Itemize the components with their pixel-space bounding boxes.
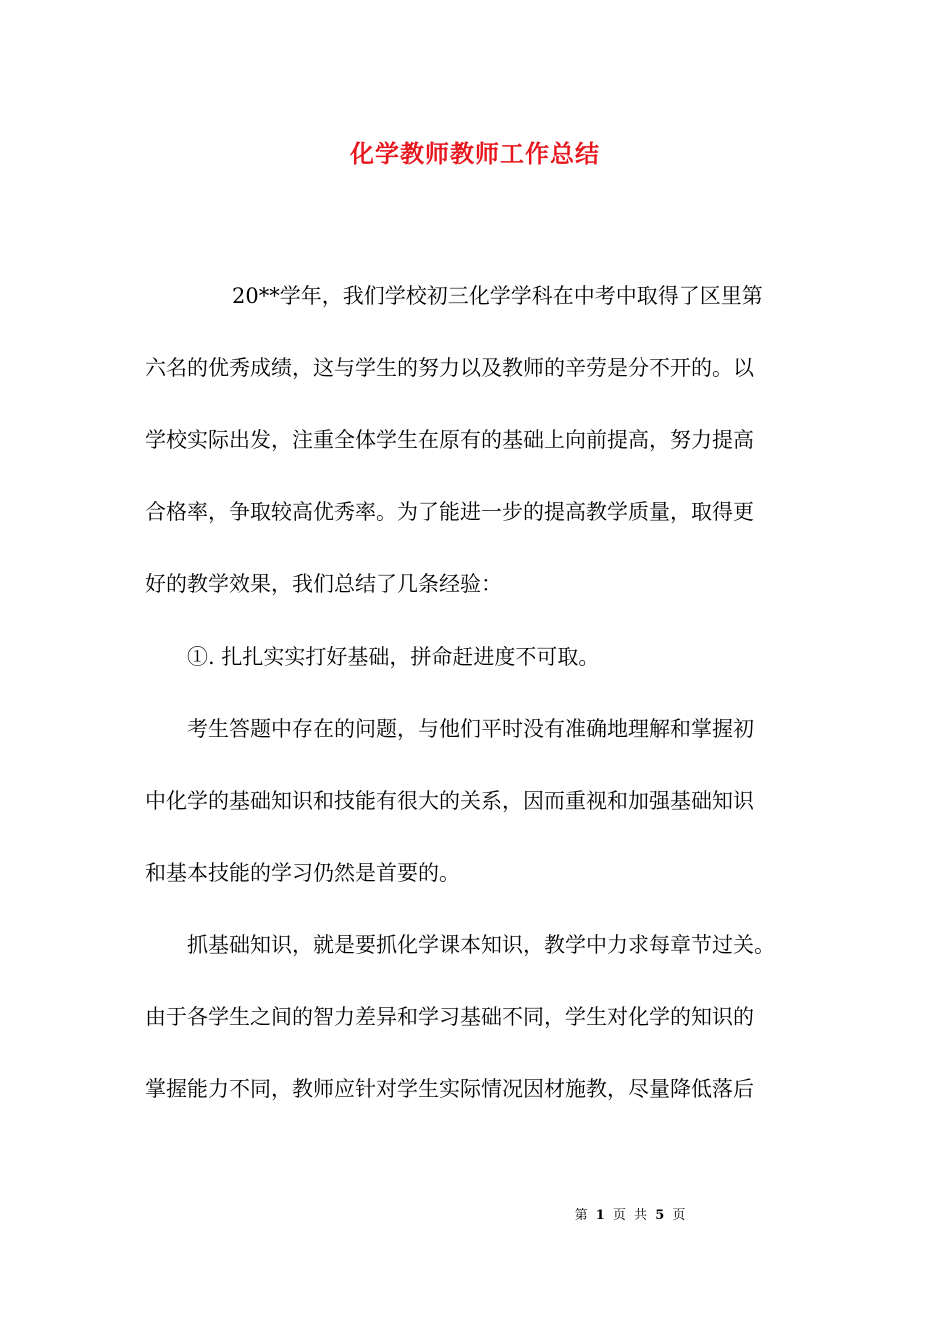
footer-middle: 页 共 [612,1208,648,1223]
page-footer [0,1206,950,1226]
paragraph-line-4: 合格率，争取较高优秀率。为了能进一步的提高教学质量，取得更 [145,500,754,524]
paragraph-line-9: 抓基础知识，就是要抓化学课本知识，教学中力求每章节过关。 [187,933,775,957]
paragraph-line-10: 由于各学生之间的智力差异和学习基础不同，学生对化学的知识的 [145,1005,754,1029]
numbered-item-1: ①. 扎扎实实打好基础，拼命赶进度不可取。 [187,645,600,669]
footer-prefix: 第 [574,1208,588,1223]
paragraph-line-2: 六名的优秀成绩，这与学生的努力以及教师的辛劳是分不开的。以 [145,356,754,380]
paragraph-line-7: 中化学的基础知识和技能有很大的关系，因而重视和加强基础知识 [145,789,754,813]
paragraph-line-6: 考生答题中存在的问题，与他们平时没有准确地理解和掌握初 [187,717,754,741]
document-title: 化学教师教师工作总结 [350,139,600,168]
paragraph-line-1: 20**学年，我们学校初三化学学科在中考中取得了区里第 [232,284,763,308]
paragraph-line-5: 好的教学效果，我们总结了几条经验： [145,572,502,596]
total-page-number: 5 [655,1208,665,1223]
paragraph-line-8: 和基本技能的学习仍然是首要的。 [145,861,460,885]
footer-suffix: 页 [672,1208,686,1223]
paragraph-line-11: 掌握能力不同，教师应针对学生实际情况因材施教，尽量降低落后 [145,1077,754,1101]
current-page-number: 1 [595,1208,605,1223]
paragraph-line-3: 学校实际出发，注重全体学生在原有的基础上向前提高，努力提高 [145,428,754,452]
